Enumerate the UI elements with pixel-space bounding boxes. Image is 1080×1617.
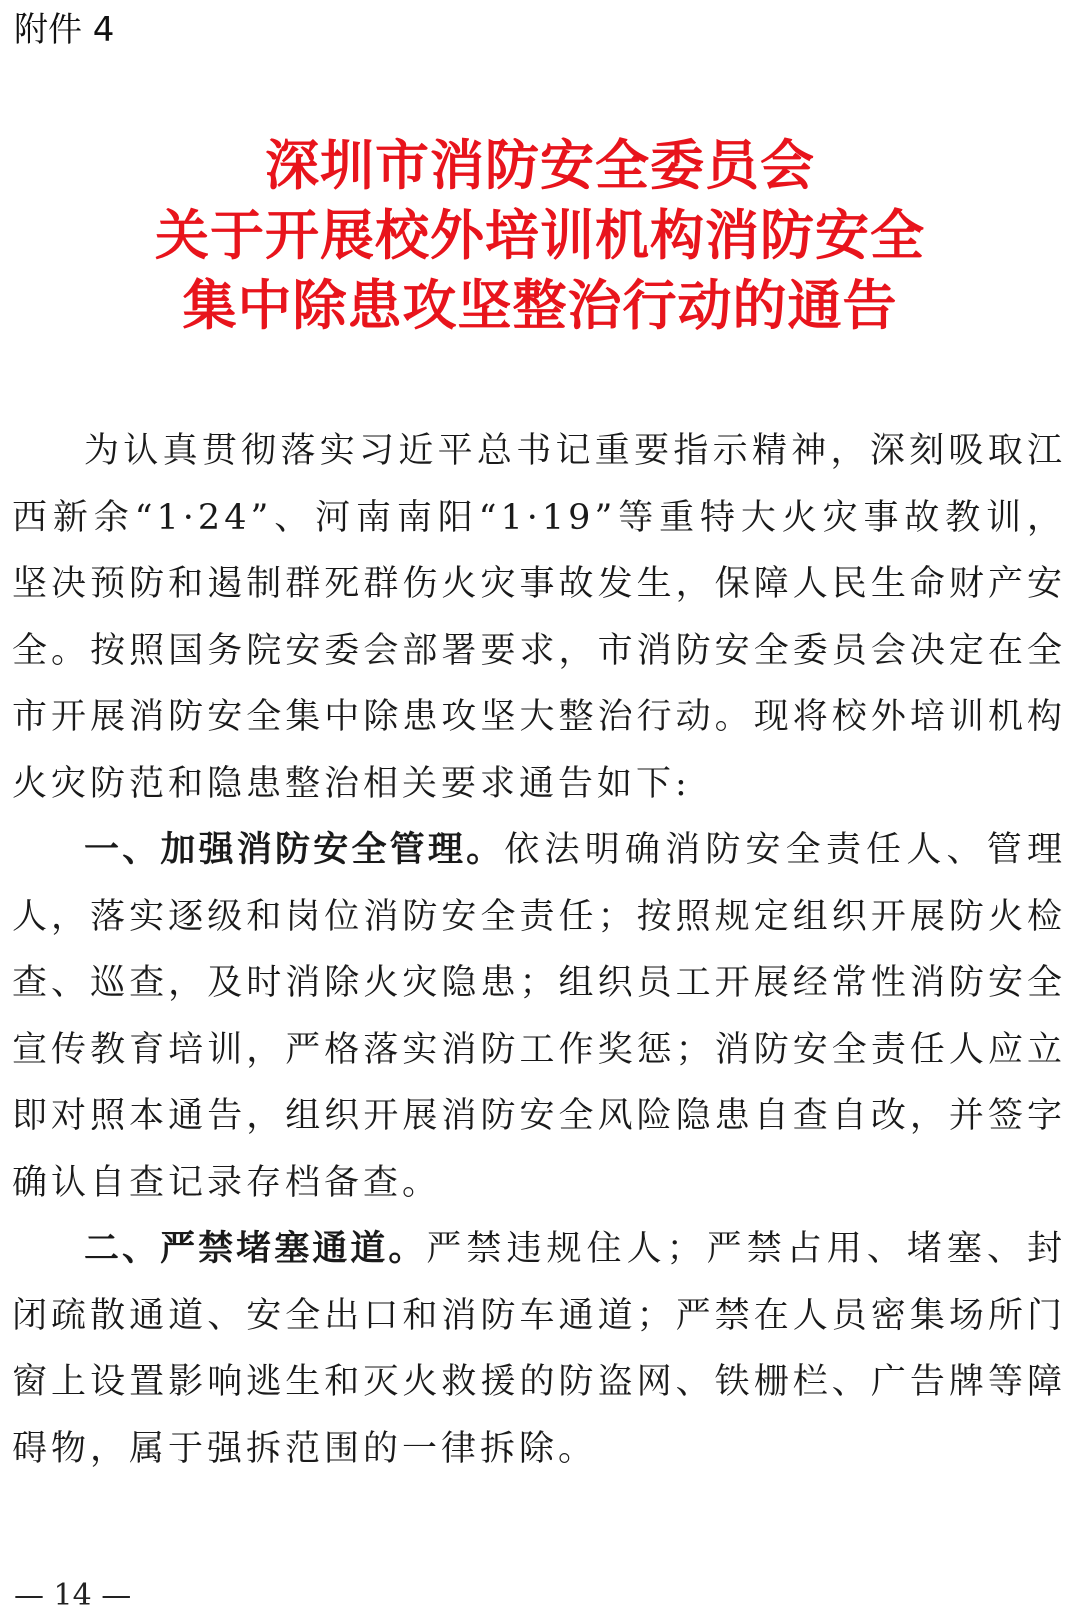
title-line-3: 集中除患攻坚整治行动的通告 xyxy=(182,273,898,337)
section-1-paragraph xyxy=(12,817,1066,1216)
title-line-1: 深圳市消防安全委员会 xyxy=(265,133,815,197)
section-1-heading: 一、加强消防安全管理。 xyxy=(84,830,505,870)
section-1-text: 依法明确消防安全责任人、管理人，落实逐级和岗位消防安全责任；按照规定组织开展防火检查、巡查，及时消除火灾隐患；组织员工开展经常性消防安全宣传教育培训，严格落实消防工作奖惩；消防安全责任人应立即对照本通告，组织开展消防安全风险隐患自查自改，并签字确认自查记录存档备查。 xyxy=(12,830,1066,1203)
page-number: — 14 — xyxy=(14,1578,132,1613)
intro-text: 为认真贯彻落实习近平总书记重要指示精神，深刻吸取江西新余“1·24”、河南南阳“1·19”等重特大火灾事故教训，坚决预防和遏制群死群伤火灾事故发生，保障人民生命财产安全。按照国务院安委会部署要求，市消防安全委员会决定在全市开展消防安全集中除患攻坚大整治行动。现将校外培训机构火灾防范和隐患整治相关要求通告如下: xyxy=(12,431,1066,804)
document-body xyxy=(12,418,1066,1482)
document-title xyxy=(0,130,1080,340)
section-2-paragraph xyxy=(12,1216,1066,1482)
attachment-label: 附件 4 xyxy=(14,10,115,50)
intro-paragraph xyxy=(12,418,1066,817)
section-2-heading: 二、严禁堵塞通道。 xyxy=(84,1229,427,1269)
section-2-text: 严禁违规住人；严禁占用、堵塞、封闭疏散通道、安全出口和消防车通道；严禁在人员密集场所门窗上设置影响逃生和灭火救援的防盗网、铁栅栏、广告牌等障碍物，属于强拆范围的一律拆除。 xyxy=(12,1229,1066,1469)
title-line-2: 关于开展校外培训机构消防安全 xyxy=(155,203,925,267)
